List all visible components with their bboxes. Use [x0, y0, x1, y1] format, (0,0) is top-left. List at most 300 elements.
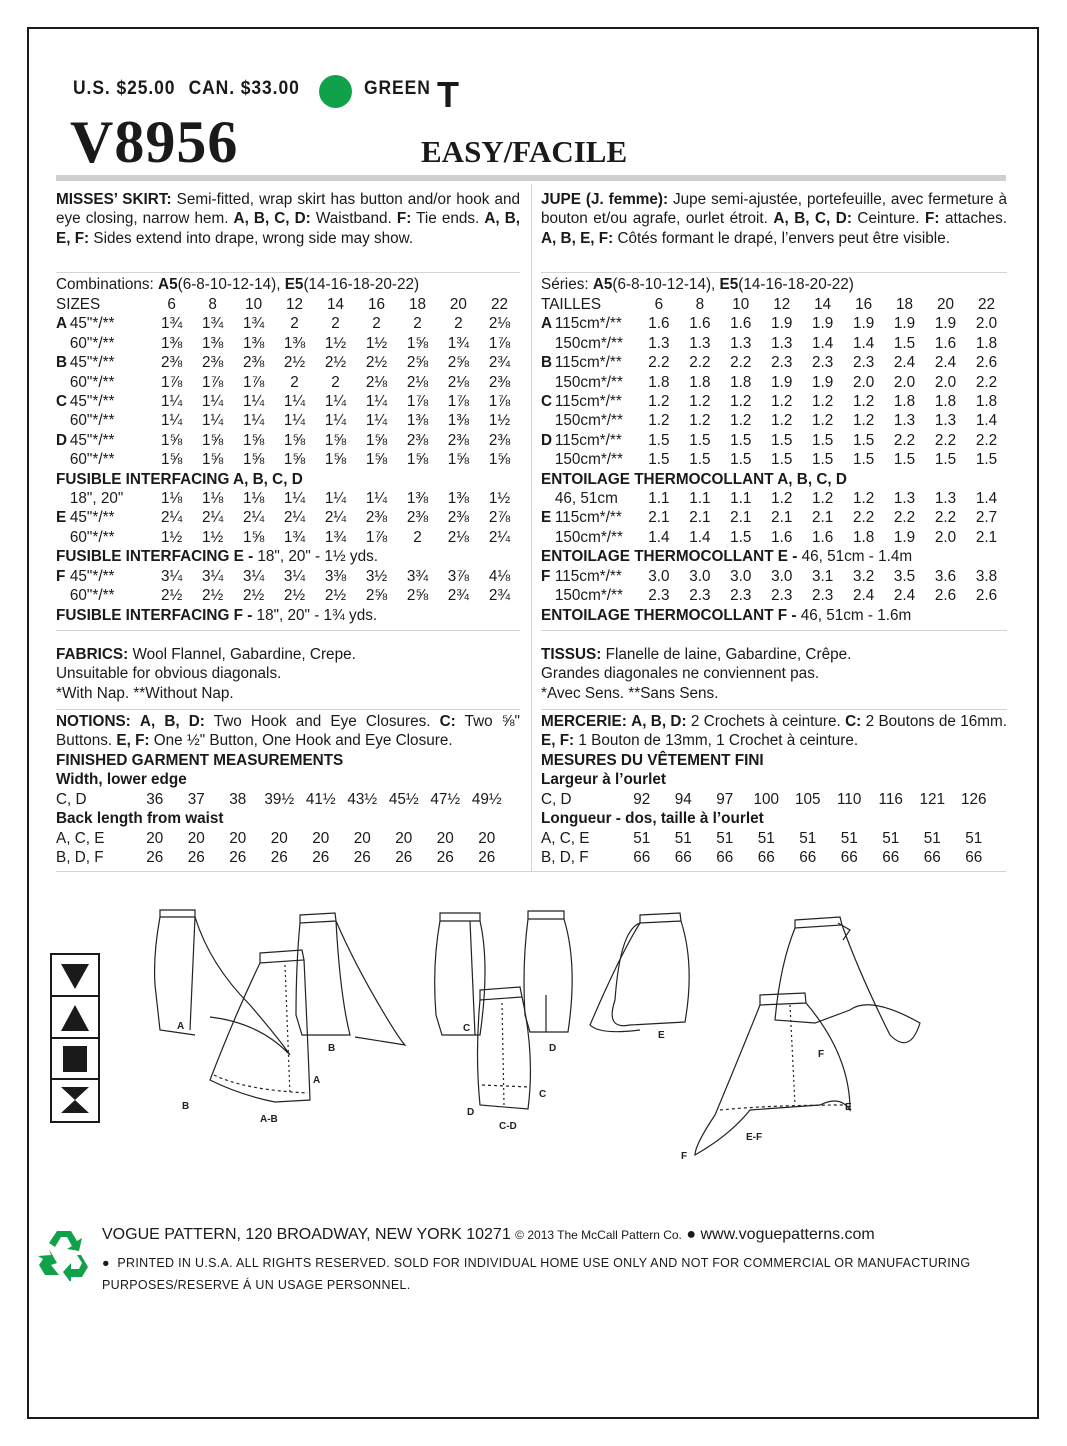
value-cell: 2.4	[852, 587, 875, 605]
table-row	[56, 829, 508, 848]
value-cell: 2	[413, 315, 422, 333]
size-header: 18	[408, 296, 426, 313]
value-cell: 2⅛	[365, 373, 388, 391]
value-cell: 3.0	[730, 567, 752, 585]
value-cell: 1.3	[934, 412, 957, 430]
value-cell: 1.8	[893, 393, 916, 411]
value-cell: 3¼	[201, 567, 224, 585]
value-cell: 20	[436, 829, 454, 847]
value-cell: 2⅛	[447, 373, 470, 391]
value-cell: 2⅜	[161, 354, 183, 372]
value-cell: 3.8	[975, 567, 998, 585]
price-can: CAN. $33.00	[188, 78, 300, 99]
value-cell: 1.2	[730, 412, 752, 430]
value-cell: 1.3	[934, 490, 957, 508]
label-d: D	[549, 1043, 557, 1054]
value-cell: 2.4	[893, 587, 916, 605]
value-cell: 2.3	[689, 587, 711, 605]
value-cell: 2½	[324, 354, 347, 372]
drawing-b	[296, 913, 405, 1045]
value-cell: 1¾	[324, 528, 347, 546]
fabrics-en: FABRICS: Wool Flannel, Gabardine, Crepe. Unsuitable for obvious diagonals. *With Nap. **Without Nap.	[56, 646, 356, 702]
value-cell: 1¼	[283, 412, 306, 430]
value-cell: 1¾	[242, 315, 265, 333]
value-cell: 1.5	[893, 334, 916, 352]
row-view-label: F	[541, 567, 551, 585]
view-label: C, D	[56, 790, 87, 808]
combinations: Combinations: A5(6-8-10-12-14), E5(14-16-18-20-22)	[56, 276, 420, 293]
value-cell: 2	[331, 373, 340, 391]
bullet-icon: ●	[102, 1256, 110, 1270]
value-cell: 2⅛	[406, 373, 429, 391]
value-cell: 2.1	[771, 509, 793, 527]
value-cell: 51	[840, 829, 858, 847]
value-cell: 3.0	[771, 567, 793, 585]
value-cell: 1¼	[283, 393, 306, 411]
value-cell: 2⅜	[488, 431, 511, 449]
view-label: A, C, E	[541, 829, 590, 847]
value-cell: 1¾	[201, 315, 224, 333]
value-cell: 1¾	[447, 334, 470, 352]
value-cell: 1.3	[730, 334, 752, 352]
row-view-label	[56, 528, 70, 547]
measurements-fr: MESURES DU VÊTEMENT FINI Largeur à l’ourlet C, D 92 94 97 100 105 110 116 121 126 Longueur - dos, taille à l’ourlet A, C, E 51 51 51 51 51 51 51 51 51 B, D, F 66 66 66 66 66 66 66 66 66	[541, 751, 1007, 867]
value-cell: 1¼	[201, 393, 224, 411]
measurements-en: FINISHED GARMENT MEASUREMENTS Width, lower edge C, D 36 37 38 39½ 41½ 43½ 45½ 47½ 49½ Back length from waist A, C, E 20 20 20 20 20 20 20 20 20 B, D, F 26 26 26 26 26 26 26 26 26	[56, 751, 520, 867]
row-view-label: E	[541, 509, 552, 527]
size-header: 22	[977, 296, 995, 313]
value-cell: 26	[395, 849, 413, 867]
table-row	[56, 528, 520, 547]
value-cell: 1⅞	[201, 373, 224, 391]
row-width-label: 115cm*/**	[554, 354, 622, 372]
value-cell: 66	[633, 849, 651, 867]
description-fr: JUPE (J. femme): Jupe semi-ajustée, portefeuille, avec fermeture à bouton et/ou agrafe, ourlet étroit. A, B, C, D: Ceinture. F: attaches. A, B, E, F: Côtés formant le drapé, l’envers peut être visible.	[541, 191, 1008, 247]
value-cell: 3⅜	[324, 567, 347, 585]
notions-en: NOTIONS: A, B, D: Two Hook and Eye Closures. C: Two ⅝" Buttons. E, F: One ½" Button, One Hook and Eye Closure.	[56, 713, 520, 750]
table-row	[56, 411, 520, 430]
value-cell: 39½	[264, 790, 295, 808]
table-row	[541, 547, 1007, 566]
value-cell: 37	[187, 790, 205, 808]
value-cell: 1⅝	[283, 451, 306, 469]
column-divider	[531, 184, 532, 872]
value-cell: 2½	[283, 354, 306, 372]
row-width-label: 60"*/**	[69, 373, 115, 391]
value-cell: 2.6	[975, 587, 998, 605]
label-d2: D	[467, 1107, 475, 1118]
value-cell: 2⅛	[488, 315, 511, 333]
table-row	[541, 606, 1007, 625]
value-cell: 1½	[488, 412, 511, 430]
table-row	[541, 314, 1007, 333]
rule	[541, 630, 1007, 631]
label-e: E	[658, 1030, 665, 1041]
value-cell: 2⅞	[488, 509, 511, 527]
value-cell: 20	[146, 829, 164, 847]
value-cell: 2⅜	[201, 354, 224, 372]
size-header: 22	[490, 296, 508, 313]
value-cell: 1¼	[365, 393, 388, 411]
value-cell: 3¼	[161, 567, 183, 585]
value-cell: 66	[840, 849, 858, 867]
value-cell: 1.2	[648, 412, 670, 430]
value-cell: 1.5	[730, 528, 752, 546]
value-cell: 3.1	[812, 567, 834, 585]
value-cell: 1¾	[283, 528, 306, 546]
table-row	[541, 508, 1007, 527]
value-cell: 3.5	[893, 567, 916, 585]
recycle-icon	[37, 1225, 93, 1281]
table-row	[56, 314, 520, 333]
description: MISSES’ SKIRT: Semi-fitted, wrap skirt has button and/or hook and eye closing, narrow hem. A, B, C, D: Waistband. F: Tie ends. A, B, E, F: Sides extend into drape, wrong side may show.	[56, 191, 521, 247]
value-cell: 1⅜	[447, 412, 470, 430]
size-header: 12	[773, 296, 791, 313]
value-cell: 20	[395, 829, 413, 847]
value-cell: 45½	[388, 790, 419, 808]
value-cell: 1½	[365, 334, 388, 352]
row-view-label	[56, 411, 70, 430]
value-cell: 66	[882, 849, 900, 867]
value-cell: 1.2	[812, 393, 834, 411]
value-cell: 1⅜	[161, 334, 183, 352]
value-cell: 1.1	[730, 490, 752, 508]
label-e2: E	[845, 1102, 852, 1113]
value-cell: 1¼	[365, 490, 388, 508]
value-cell: 1⅜	[283, 334, 306, 352]
table-row	[541, 528, 1007, 547]
value-cell: 2.1	[730, 509, 752, 527]
label-c2: C	[539, 1089, 547, 1100]
row-view-label: E	[56, 509, 67, 527]
row-view-label	[56, 373, 70, 392]
label-b2: B	[182, 1101, 190, 1112]
table-row	[56, 431, 520, 450]
value-cell: 2	[372, 315, 381, 333]
drawing-e	[590, 913, 689, 1032]
value-cell: 2⅜	[406, 431, 429, 449]
value-cell: 1.9	[771, 373, 793, 391]
pattern-number: V8956	[70, 109, 239, 175]
value-cell: 2	[331, 315, 340, 333]
row-width-label: 115cm*/**	[554, 509, 622, 527]
size-header: 8	[695, 296, 705, 313]
row-view-label: A	[56, 315, 68, 333]
value-cell: 1⅝	[406, 334, 429, 352]
section-heading: ENTOILAGE THERMOCOLLANT E - 46, 51cm - 1.4m	[541, 548, 913, 566]
value-cell: 1.5	[730, 451, 752, 469]
value-cell: 1⅝	[365, 451, 388, 469]
rule	[541, 709, 1007, 710]
value-cell: 1.9	[812, 373, 834, 391]
table-row	[541, 470, 1007, 489]
square-icon	[63, 1046, 87, 1072]
value-cell: 3¼	[242, 567, 265, 585]
value-cell: 1.8	[852, 528, 875, 546]
value-cell: 1.2	[771, 393, 793, 411]
value-cell: 1.2	[771, 412, 793, 430]
value-cell: 2⅝	[447, 354, 470, 372]
value-cell: 47½	[430, 790, 461, 808]
table-row	[56, 489, 520, 508]
value-cell: 1.4	[975, 490, 998, 508]
row-width-label: 150cm*/**	[554, 587, 623, 605]
value-cell: 1⅝	[447, 451, 470, 469]
value-cell: 1¼	[324, 490, 347, 508]
row-view-label: D	[541, 431, 553, 449]
table-row	[541, 586, 1007, 605]
value-cell: 1¾	[161, 315, 183, 333]
value-cell: 1⅝	[406, 451, 429, 469]
label-cd: C-D	[499, 1121, 517, 1132]
price	[73, 78, 307, 100]
value-cell: 1⅜	[406, 412, 429, 430]
value-cell: 2.2	[934, 431, 957, 449]
rights-text: PRINTED IN U.S.A. ALL RIGHTS RESERVED. SOLD FOR INDIVIDUAL HOME USE ONLY AND NOT FOR COMMERCIAL OR MANUFACTURING PURPOSES/RESERVE Á UN USAGE PERSONNEL.	[102, 1256, 971, 1292]
row-view-label: C	[541, 393, 553, 411]
value-cell: 1.9	[812, 315, 834, 333]
value-cell: 2.0	[934, 528, 957, 546]
value-cell: 2¾	[447, 587, 470, 605]
rule	[56, 871, 1006, 872]
color-dot	[319, 75, 352, 108]
notions-fr: MERCERIE: A, B, D: 2 Crochets à ceinture. C: 2 Boutons de 16mm. E, F: 1 Bouton de 13mm, 1 Crochet à ceinture.	[541, 713, 1007, 750]
row-width-label: 45"*/**	[69, 431, 115, 449]
color-label: GREEN	[364, 78, 431, 99]
triangle-down-icon	[61, 964, 89, 989]
value-cell: 116	[878, 790, 903, 808]
value-cell: 1.5	[852, 431, 875, 449]
table-row	[541, 392, 1007, 411]
value-cell: 2⅛	[447, 528, 470, 546]
row-view-label	[56, 586, 70, 605]
size-header: 10	[245, 296, 263, 313]
value-cell: 1⅝	[324, 451, 347, 469]
value-cell: 51	[716, 829, 734, 847]
drawing-a	[155, 910, 290, 1055]
value-cell: 1.5	[771, 431, 793, 449]
value-cell: 97	[716, 790, 734, 808]
table-row	[56, 334, 520, 353]
value-cell: 1.2	[852, 393, 875, 411]
value-cell: 2.2	[689, 354, 711, 372]
row-width-label: 150cm*/**	[554, 412, 623, 430]
row-width-label: 150cm*/**	[554, 451, 623, 469]
pattern-symbols	[50, 953, 100, 1123]
hourglass-icon	[61, 1087, 89, 1113]
view-label: B, D, F	[56, 849, 104, 867]
value-cell: 3⅞	[447, 567, 470, 585]
row-width-label: 150cm*/**	[554, 334, 623, 352]
category-letter: T	[437, 74, 459, 115]
row-view-label: D	[56, 431, 68, 449]
row-width-label: 60"*/**	[69, 528, 115, 546]
value-cell: 100	[753, 790, 780, 808]
value-cell: 66	[674, 849, 692, 867]
value-cell: 1.8	[730, 373, 752, 391]
table-row	[56, 606, 520, 625]
value-cell: 1.2	[852, 412, 875, 430]
view-label: B, D, F	[541, 849, 589, 867]
value-cell: 20	[229, 829, 247, 847]
value-cell: 1⅝	[201, 431, 224, 449]
row-width-label: 60"*/**	[69, 334, 115, 352]
label-ab: A-B	[260, 1114, 278, 1125]
value-cell: 20	[478, 829, 496, 847]
row-view-label	[541, 528, 555, 547]
table-row	[541, 848, 995, 867]
table-row	[56, 586, 520, 605]
value-cell: 2.1	[975, 528, 998, 546]
value-cell: 1.5	[648, 451, 670, 469]
value-cell: 1.2	[771, 490, 793, 508]
value-cell: 2.3	[812, 587, 834, 605]
value-cell: 20	[187, 829, 205, 847]
value-cell: 1.2	[730, 393, 752, 411]
value-cell: 1⅞	[488, 334, 511, 352]
size-header: 20	[449, 296, 467, 313]
value-cell: 1.6	[771, 528, 793, 546]
value-cell: 36	[146, 790, 164, 808]
view-label: A, C, E	[56, 829, 105, 847]
value-cell: 1.5	[812, 451, 834, 469]
value-cell: 1⅞	[447, 393, 470, 411]
value-cell: 94	[674, 790, 692, 808]
label-f2: F	[681, 1151, 688, 1162]
fabrics-fr: TISSUS: Flanelle de laine, Gabardine, Crêpe. Grandes diagonales ne conviennent pas. *Avec Sens. **Sans Sens.	[541, 646, 852, 702]
value-cell: 1¼	[201, 412, 224, 430]
value-cell: 1.1	[689, 490, 711, 508]
table-row	[541, 353, 1007, 372]
value-cell: 1¼	[242, 412, 265, 430]
label-f: F	[818, 1049, 825, 1060]
value-cell: 1.8	[689, 373, 711, 391]
value-cell: 1⅞	[488, 393, 511, 411]
value-cell: 1.9	[771, 315, 793, 333]
table-row	[56, 392, 520, 411]
value-cell: 2	[413, 528, 422, 546]
value-cell: 66	[716, 849, 734, 867]
value-cell: 2¼	[283, 509, 306, 527]
value-cell: 2¼	[242, 509, 265, 527]
value-cell: 26	[146, 849, 164, 867]
value-cell: 20	[312, 829, 330, 847]
value-cell: 38	[229, 790, 247, 808]
value-cell: 1.5	[689, 451, 711, 469]
triangle-up-icon	[61, 1005, 89, 1031]
value-cell: 26	[187, 849, 205, 867]
value-cell: 2⅝	[406, 587, 429, 605]
value-cell: 26	[436, 849, 454, 867]
section-heading: ENTOILAGE THERMOCOLLANT A, B, C, D	[541, 470, 847, 488]
value-cell: 1¼	[324, 412, 347, 430]
value-cell: 1.9	[893, 528, 916, 546]
value-cell: 26	[270, 849, 288, 867]
value-cell: 1.2	[689, 412, 711, 430]
value-cell: 1.5	[852, 451, 875, 469]
website: www.voguepatterns.com	[700, 1226, 875, 1243]
value-cell: 126	[960, 790, 987, 808]
value-cell: 26	[312, 849, 330, 867]
value-cell: 1⅝	[242, 431, 265, 449]
footer-rights	[102, 1252, 1012, 1296]
value-cell: 51	[923, 829, 941, 847]
row-width-label: 115cm*/**	[554, 431, 622, 449]
footer-company-line	[102, 1226, 875, 1244]
value-cell: 26	[478, 849, 496, 867]
bullet-icon: ●	[686, 1226, 696, 1243]
value-cell: 1.5	[771, 451, 793, 469]
company-address: VOGUE PATTERN, 120 BROADWAY, NEW YORK 10271	[102, 1226, 511, 1243]
label-c: C	[463, 1023, 471, 1034]
value-cell: 1½	[201, 528, 224, 546]
value-cell: 1.4	[648, 528, 670, 546]
table-row	[541, 790, 995, 809]
table-row	[56, 450, 520, 469]
value-cell: 2.2	[975, 431, 998, 449]
table-row	[541, 431, 1007, 450]
value-cell: 2⅝	[365, 587, 388, 605]
table-row	[56, 470, 520, 489]
value-cell: 1.6	[934, 334, 957, 352]
value-cell: 2	[290, 373, 299, 391]
row-width-label: 115cm*/**	[554, 567, 622, 585]
value-cell: 2.0	[893, 373, 916, 391]
value-cell: 1.4	[852, 334, 875, 352]
row-width-label: 45"*/**	[69, 567, 115, 585]
value-cell: 1.8	[975, 334, 998, 352]
value-cell: 2.7	[975, 509, 998, 527]
value-cell: 1.9	[852, 315, 875, 333]
value-cell: 3.0	[648, 567, 670, 585]
value-cell: 1⅝	[365, 431, 388, 449]
value-cell: 1.3	[893, 490, 916, 508]
value-cell: 1.3	[893, 412, 916, 430]
value-cell: 1¼	[324, 393, 347, 411]
value-cell: 51	[882, 829, 900, 847]
size-header: 16	[855, 296, 873, 313]
size-header: 8	[208, 296, 217, 313]
value-cell: 2.3	[771, 587, 793, 605]
size-header: 14	[814, 296, 832, 313]
value-cell: 1.9	[893, 315, 916, 333]
value-cell: 1.2	[689, 393, 711, 411]
value-cell: 1.6	[812, 528, 834, 546]
label-a: A	[177, 1021, 185, 1032]
value-cell: 1¼	[161, 412, 183, 430]
value-cell: 26	[229, 849, 247, 867]
section-heading: FUSIBLE INTERFACING F - 18", 20" - 1¾ yds.	[56, 606, 378, 624]
table-row	[541, 411, 1007, 430]
row-view-label: C	[56, 393, 68, 411]
drawing-d	[524, 911, 572, 1032]
value-cell: 41½	[305, 790, 336, 808]
drawing-ab-flat	[210, 950, 310, 1102]
value-cell: 1¼	[161, 393, 183, 411]
row-view-label	[541, 489, 555, 508]
value-cell: 43½	[347, 790, 378, 808]
price-us: U.S. $25.00	[73, 78, 176, 99]
header-rule	[56, 175, 1006, 181]
yardage-table-fr	[541, 295, 1007, 625]
label-ef: E-F	[746, 1132, 763, 1143]
value-cell: 1.8	[934, 393, 957, 411]
value-cell: 2.6	[975, 354, 998, 372]
size-header: 18	[896, 296, 914, 313]
value-cell: 2.3	[730, 587, 752, 605]
value-cell: 3¼	[283, 567, 306, 585]
row-view-label	[56, 334, 70, 353]
